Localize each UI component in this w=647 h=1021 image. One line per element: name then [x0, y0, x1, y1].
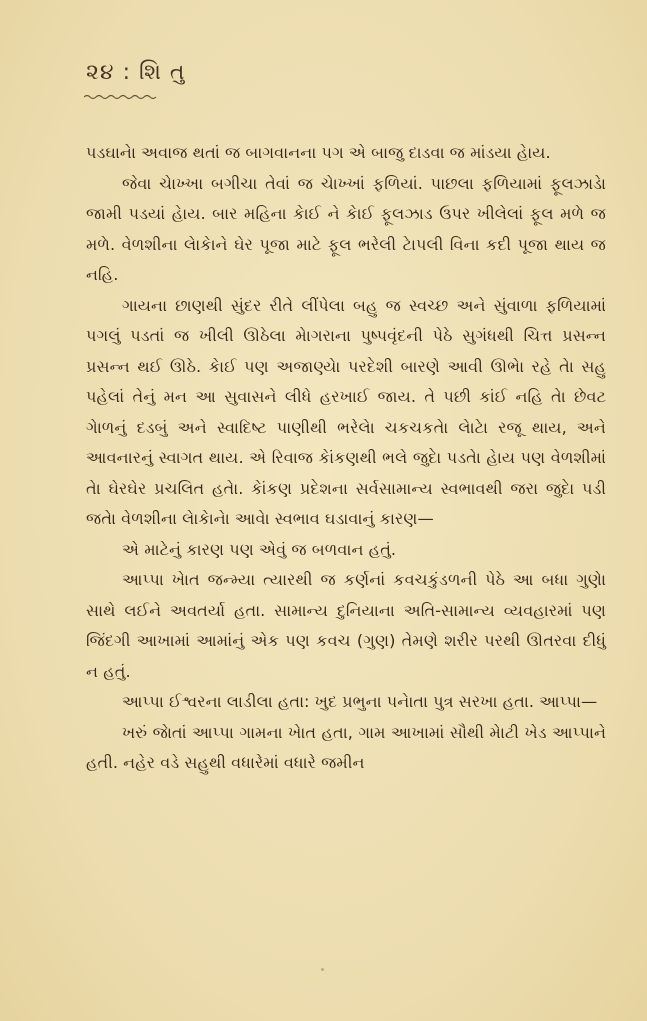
paragraph-appa-village: ખરું જેાતાં આપ્પા ગામના ખેાત હતા, ગામ આખામાં સૌથી મેાટી ખેડ આપ્પાને હતી. નહેર વડે સહુથી વધારેમાં વધારે જમીન	[86, 722, 606, 772]
paragraph-appa-virtues: આપ્પા ખેાત જન્મ્યા ત્યારથી જ કર્ણનાં કવચકુંડળની પેઠે આ બધા ગુણેા સાથે લઈને અવતર્યા હતા. સામાન્ય દુનિયાના અતિ-સામાન્ય વ્યવહારમાં પણ જિંદગી આખામાં આમાંનું એક પણ કવચ (ગુણ) તેમણે શરીર પરથી ઊતરવા દીધું ન હતું.	[86, 570, 606, 681]
decorative-wavy-rule	[84, 94, 158, 100]
header-separator: :	[122, 60, 131, 85]
paragraph-reason: એ માટેનું કારણ પણ એવું જ બળવાન હતું.	[122, 539, 397, 559]
paragraph-gardens: જેવા ચેાખ્ખા બગીચા તેવાં જ ચેાખ્ખાં ફળિયાં. પાછલા ફળિયામાં ફૂલઝાડેા જામી પડયાં હેાય. બાર મહિના કેાઈ ને કેાઈ ફૂલઝાડ ઉપર ખીલેલાં ફૂલ મળે જ મળે. વેળશીના લેાકેાને ઘેર પૂજા માટે ફૂલ ભરેલી ટેાપલી વિના કદી પૂજા થાય જ નહિ.	[86, 173, 606, 284]
page-number: ૨૪	[86, 60, 115, 85]
running-title: શિ તુ	[138, 60, 186, 85]
running-header	[86, 60, 186, 85]
body-text	[86, 138, 606, 779]
paragraph-continuation: પડઘાનેા અવાજ થતાં જ બાગવાનના પગ એ બાજુ દાડવા જ માંડયા હેાય.	[86, 143, 551, 162]
paragraph-courtyards: ગાયના છાણથી સુંદર રીતે લીંપેલા બહુ જ સ્વચ્છ અને સુંવાળા ફળિયામાં પગલું પડતાં જ ખીલી ઊઠેલા મેાગરાના પુષ્પવૃંદની પેઠે સુગંધથી ચિત્ત પ્રસન્ન પ્રસન્ન થઈ ઊઠે. કેાઈ પણ અજાણ્યેા પરદેશી બારણે આવી ઊભેા રહે તેા સહુ પહેલાં તેનું મન આ સુવાસને લીધે હરખાઈ જાય. તે પછી કાંઈ નહિ તેા છેવટ ગેાળનું દડબું અને સ્વાદિષ્ટ પાણીથી ભરેલેા ચકચકતેા લેાટેા રજૂ થાય, અને આવનારનું સ્વાગત થાય. એ રિવાજ કેાંકણથી ભલે જુદેા પડતેા હેાય પણ વેળશીમાં તેા ઘેરઘેર પ્રચલિત હતેા. કેાંકણ પ્રદેશના સર્વસામાન્ય સ્વભાવથી જરા જુદેા પડી જતેા વેળશીના લેાકેાનેા આવેા સ્વભાવ ઘડાવાનું કારણ—	[86, 295, 606, 528]
paragraph-appa-beloved: આપ્પા ઈશ્વરના લાડીલા હતા: ખુદ પ્રભુના પનેાતા પુત્ર સરખા હતા. આપ્પા—	[122, 692, 598, 711]
page-speck	[321, 968, 324, 971]
